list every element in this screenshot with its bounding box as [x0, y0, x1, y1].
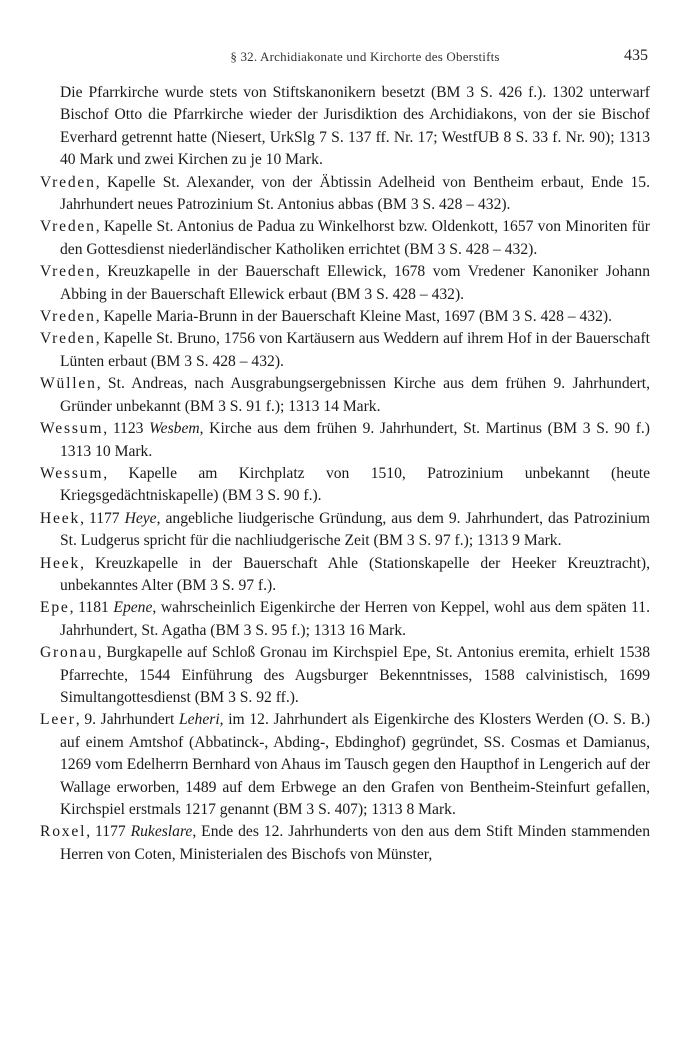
entry-heek: [40, 508, 650, 553]
entry-text: , Kapelle Maria-Brunn in der Bauerschaft Kleine Mast, 1697 (BM 3 S. 428 – 432).: [95, 308, 612, 326]
entry-text: , angebliche liudgerische Gründung, aus dem 9. Jahrhundert, das Patrozinium St. Ludgerus spricht für die nachliudgerische Zeit (BM 3 S. 97 f.); 1313 9 Mark.: [60, 509, 651, 550]
entry-wessum: [40, 418, 650, 463]
place-name: Leer: [40, 711, 76, 729]
entry-vreden-alexander: [40, 172, 650, 217]
place-name: Vreden: [40, 330, 96, 348]
entry-leer: [40, 709, 650, 821]
place-name: Vreden: [40, 218, 96, 236]
entry-wessum-kapelle: [40, 463, 650, 508]
latin-name: Heye: [124, 509, 157, 527]
entry-gronau: [40, 642, 650, 709]
entry-roxel: [40, 821, 650, 866]
place-name: Epe: [40, 599, 70, 617]
entry-text: , Burgkapelle auf Schloß Gronau im Kirchspiel Epe, St. Antonius eremita, erhielt 1538 Pfarrechte, 1544 Einführung des Augsburger Bekenntnisses, 1588 calvinistisch, 1699 Simultangottesdienst (BM 3 S. 92 ff.).: [60, 644, 650, 706]
entry-text: , im 12. Jahrhundert als Eigenkirche des Klosters Werden (O. S. B.) auf einem Amtshof (Abbatinck-, Abding-, Ebdinghof) gegründet, SS. Cosmas et Damianus, 1269 vom Edelherrn Bernhard von Ahaus im Tausch gegen den Haupthof in Lengerich auf der Wallage erworben, 1489 auf dem Erbwege an den Grafen von Bentheim-Steinfurt gefallen, Kirchspiel erstmals 1217 genannt (BM 3 S. 407); 1313 8 Mark.: [60, 711, 651, 818]
entry-text: , Kirche aus dem frühen 9. Jahrhundert, St. Martinus (BM 3 S. 90 f.) 1313 10 Mark.: [60, 420, 650, 460]
place-name: Wüllen: [40, 375, 97, 393]
place-name: Heek: [40, 554, 81, 572]
entry-text: , Ende des 12. Jahrhunderts von den aus dem Stift Minden stammenden Herren von Coten, Ministerialen des Bischofs von Münster,: [60, 823, 650, 863]
place-name: Wessum: [40, 420, 104, 438]
running-head: § 32. Archidiakonate und Kirchorte des Oberstifts: [230, 49, 500, 64]
entry-vreden-antonius-padua: [40, 216, 650, 261]
entry-text: , wahrscheinlich Eigenkirche der Herren von Keppel, wohl aus dem späten 11. Jahrhundert, St. Agatha (BM 3 S. 95 f.); 1313 16 Mark.: [60, 599, 650, 639]
entry-wuellen: [40, 373, 650, 418]
latin-name: Epene: [113, 599, 153, 617]
entry-prefix: , 1177: [80, 509, 125, 527]
entry-epe: [40, 597, 650, 642]
place-name: Gronau: [40, 644, 98, 662]
place-name: Wessum: [40, 464, 104, 482]
page-number: 435: [624, 47, 648, 64]
entry-prefix: , 1177: [86, 823, 131, 841]
entry-prefix: , 1181: [69, 599, 114, 617]
entry-text: , Kapelle St. Antonius de Padua zu Winkelhorst bzw. Oldenkott, 1657 von Minoriten für den Gottesdienst niederländischer Katholiken errichtet (BM 3 S. 428 – 432).: [60, 218, 650, 258]
place-name: Heek: [40, 509, 81, 527]
entry-continuation: [40, 82, 650, 172]
place-name: Vreden: [40, 263, 96, 281]
latin-name: Wesbem: [149, 420, 200, 438]
entry-text: , Kreuzkapelle in der Bauerschaft Ellewick, 1678 vom Vredener Kanoniker Johann Abbing in der Bauerschaft Ellewick erbaut (BM 3 S. 428 – 432).: [60, 263, 650, 303]
entry-prefix: , 9. Jahrhundert: [75, 711, 179, 729]
place-name: Vreden: [40, 308, 96, 326]
latin-name: Leheri: [178, 711, 220, 729]
page-header: [40, 47, 650, 67]
entry-heek-kreuzkapelle: [40, 553, 650, 598]
entry-text: , St. Andreas, nach Ausgrabungsergebnissen Kirche aus dem frühen 9. Jahrhundert, Gründer unbekannt (BM 3 S. 91 f.); 1313 14 Mark.: [60, 375, 650, 415]
place-name: Roxel: [40, 823, 87, 841]
place-name: Vreden: [40, 173, 96, 191]
page-body: [40, 82, 650, 866]
entry-vreden-bruno: [40, 328, 650, 373]
entry-text: , Kreuzkapelle in der Bauerschaft Ahle (Stationskapelle der Heeker Kreuztracht), unbekanntes Alter (BM 3 S. 97 f.).: [60, 554, 650, 594]
latin-name: Rukeslare: [130, 823, 193, 841]
entry-text: , Kapelle am Kirchplatz von 1510, Patrozinium unbekannt (heute Kriegsgedächtniskapelle) (BM 3 S. 90 f.).: [60, 464, 650, 505]
entry-vreden-kreuzkapelle: [40, 261, 650, 306]
entry-text: , Kapelle St. Alexander, von der Äbtissin Adelheid von Bentheim erbaut, Ende 15. Jahrhundert neues Patrozinium St. Antonius abbas (BM 3 S. 428 – 432).: [60, 173, 650, 214]
entry-vreden-maria-brunn: [40, 306, 650, 328]
entry-text: Die Pfarrkirche wurde stets von Stiftskanonikern besetzt (BM 3 S. 426 f.). 1302 unterwarf Bischof Otto die Pfarrkirche wieder der Jurisdiktion des Archidiakons, von der sie Bischof Everhard getrennt hatte (Niesert, UrkSlg 7 S. 137 ff. Nr. 17; WestfUB 8 S. 33 f. Nr. 90); 1313 40 Mark und zwei Kirchen zu je 10 Mark.: [60, 84, 650, 169]
entry-prefix: , 1123: [103, 420, 150, 438]
entry-text: , Kapelle St. Bruno, 1756 von Kartäusern aus Weddern auf ihrem Hof in der Bauerschaft Lünten erbaut (BM 3 S. 428 – 432).: [60, 330, 650, 370]
